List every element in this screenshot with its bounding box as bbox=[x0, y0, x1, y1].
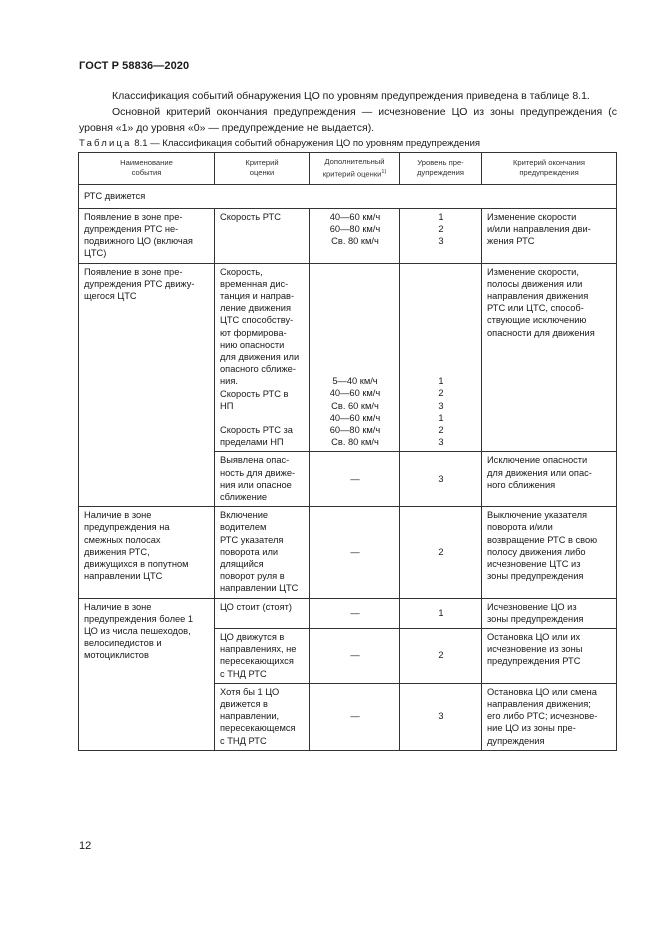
intro-paragraph-2: Основной критерий окончания предупреждения — исчезновение ЦО из зоны предупреждения (с уровня «1» до уровня «0» — предупреждение не выдается). bbox=[79, 106, 617, 134]
criterion-part-c: Скорость РТС за пределами НП bbox=[220, 424, 293, 448]
cell-extra: — bbox=[310, 683, 400, 750]
table-caption bbox=[79, 138, 480, 149]
cell-extra: — bbox=[310, 507, 400, 598]
cell-end: Изменение скорости и/или направления дви- жения РТС bbox=[482, 208, 617, 263]
header-event: Наименование события bbox=[79, 153, 215, 185]
document-header: ГОСТ Р 58836—2020 bbox=[79, 60, 190, 72]
cell-end: Остановка ЦО или смена направления движения; его либо РТС; исчезнове- ние ЦО из зоны пре- дупреждения bbox=[482, 683, 617, 750]
table-caption-prefix: Таблица bbox=[79, 138, 132, 149]
header-extra-footnote: 1) bbox=[381, 169, 387, 175]
cell-end: Выключение указателя поворота и/или возвращение РТС в свою полосу движения либо исчезновение ЦТС из зоны предупреждения bbox=[482, 507, 617, 598]
level-part-c: 1 2 3 bbox=[438, 412, 444, 448]
cell-criterion: ЦО движутся в направлениях, не пересекающихся с ТНД РТС bbox=[215, 629, 310, 684]
cell-end: Исчезновение ЦО из зоны предупреждения bbox=[482, 598, 617, 628]
cell-criterion: ЦО стоит (стоят) bbox=[215, 598, 310, 628]
cell-criterion: Включение водителем РТС указателя поворота или длящийся поворот руля в направлении ЦТС bbox=[215, 507, 310, 598]
header-criterion: Критерий оценки bbox=[215, 153, 310, 185]
table-header-row bbox=[79, 153, 617, 185]
cell-event: Наличие в зоне предупреждения более 1 ЦО из числа пешеходов, велосипедистов и мотоциклистов bbox=[79, 598, 215, 750]
header-end: Критерий окончания предупреждения bbox=[482, 153, 617, 185]
cell-level: 1 bbox=[400, 598, 482, 628]
table-row bbox=[79, 263, 617, 452]
cell-level: 2 bbox=[400, 507, 482, 598]
cell-criterion bbox=[215, 263, 310, 452]
cell-end: Изменение скорости, полосы движения или направления движения РТС или ЦТС, способ- ствующие исключению опасности для движения bbox=[482, 263, 617, 452]
cell-level bbox=[400, 263, 482, 452]
cell-criterion: Хотя бы 1 ЦО движется в направлении, пересекающемся с ТНД РТС bbox=[215, 683, 310, 750]
cell-event: Появление в зоне пре- дупреждения РТС движу- щегося ЦТС bbox=[79, 263, 215, 507]
table-row bbox=[79, 208, 617, 263]
table-caption-text: 8.1 — Классификация событий обнаружения ЦО по уровням предупреждения bbox=[131, 138, 481, 149]
table-row bbox=[79, 598, 617, 628]
section-label: РТС движется bbox=[79, 184, 617, 208]
classification-table bbox=[78, 152, 617, 751]
intro-text bbox=[79, 88, 617, 136]
cell-extra: — bbox=[310, 452, 400, 507]
cell-level: 1 2 3 bbox=[400, 208, 482, 263]
cell-end: Остановка ЦО или их исчезновение из зоны предупреждения РТС bbox=[482, 629, 617, 684]
header-extra bbox=[310, 153, 400, 185]
criterion-part-b: Скорость РТС в НП bbox=[220, 388, 289, 411]
cell-level: 3 bbox=[400, 452, 482, 507]
cell-level: 3 bbox=[400, 683, 482, 750]
cell-end: Исключение опасности для движения или опас- ного сближения bbox=[482, 452, 617, 507]
cell-event: Появление в зоне пре- дупреждения РТС не- подвижного ЦО (включая ЦТС) bbox=[79, 208, 215, 263]
cell-event: Наличие в зоне предупреждения на смежных полосах движения РТС, движущихся в попутном направлении ЦТС bbox=[79, 507, 215, 598]
header-extra-text: Дополнительный критерий оценки bbox=[322, 157, 385, 179]
extra-part-b: 5—40 км/ч 40—60 км/ч Св. 60 км/ч bbox=[329, 376, 381, 411]
table-row bbox=[79, 507, 617, 598]
cell-level: 2 bbox=[400, 629, 482, 684]
extra-part-c: 40—60 км/ч 60—80 км/ч Св. 80 км/ч bbox=[329, 412, 381, 448]
cell-extra: — bbox=[310, 629, 400, 684]
intro-paragraph-1: Классификация событий обнаружения ЦО по уровням предупреждения приведена в таблице 8.1. bbox=[112, 90, 590, 102]
page-number: 12 bbox=[79, 840, 92, 852]
criterion-part-a: Скорость, временная дис- танция и направ- ление движения ЦТС способству- ют формирова- нию опасности для движения или опасного сближе- ния. bbox=[220, 266, 300, 387]
cell-criterion: Скорость РТС bbox=[215, 208, 310, 263]
header-level: Уровень пре- дупреждения bbox=[400, 153, 482, 185]
table-section-row bbox=[79, 184, 617, 208]
level-part-b: 1 2 3 bbox=[438, 376, 444, 411]
cell-extra: — bbox=[310, 598, 400, 628]
cell-extra bbox=[310, 263, 400, 452]
cell-extra: 40—60 км/ч 60—80 км/ч Св. 80 км/ч bbox=[310, 208, 400, 263]
cell-criterion: Выявлена опас- ность для движе- ния или опасное сближение bbox=[215, 452, 310, 507]
